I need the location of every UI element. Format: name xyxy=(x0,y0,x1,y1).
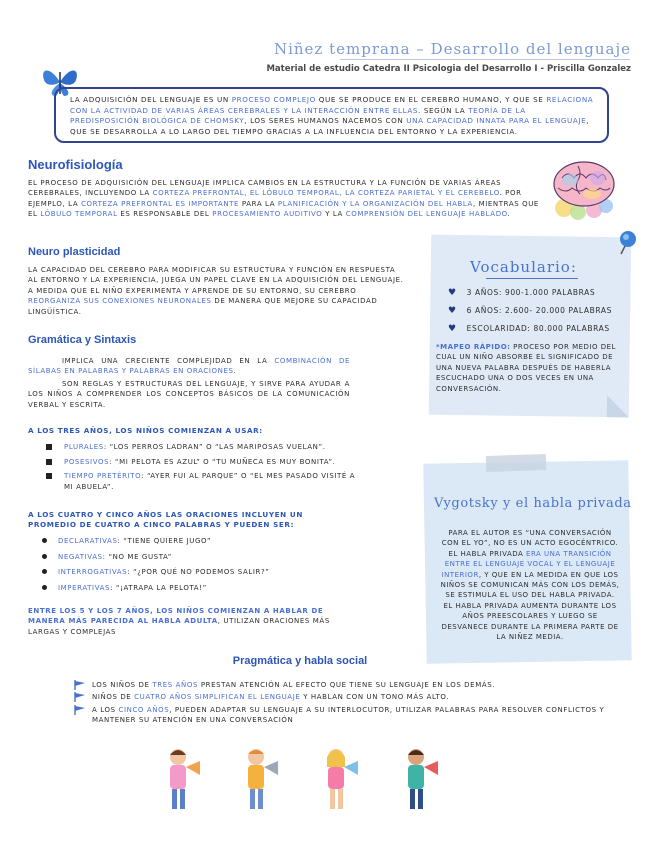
item-text: A LOS xyxy=(92,705,119,714)
list-item xyxy=(28,536,358,547)
item-text: : “¿POR QUÉ NO PODEMOS SALIR?” xyxy=(127,568,270,577)
item-text: : “TIENE QUIERE JUGO” xyxy=(117,537,212,545)
item-term: INTERROGATIVAS xyxy=(58,568,128,577)
neuro-text: ES RESPONSABLE DEL xyxy=(117,210,213,219)
heart-icon: ♥ xyxy=(448,288,457,298)
item-text: : “MI PELOTA ES AZUL” O “TU MUÑECA ES MUY BONITA”. xyxy=(109,457,336,466)
three-years-heading: A LOS TRES AÑOS, LOS NIÑOS COMIENZAN A USAR: xyxy=(28,426,263,435)
plasticidad-text: LA CAPACIDAD DEL CEREBRO PARA MODIFICAR SU ESTRUCTURA Y FUNCIÓN EN RESPUESTA AL ENTORNO Y LA EXPERIENCIA, JUEGA UN PAPEL CLAVE EN LA ADQUISICIÓN DEL LENGUAJE. A MEDIDA QUE EL NIÑO EXPERIMENTA Y APRENDE DE SU ENTORNO, SU CEREBRO xyxy=(28,266,404,295)
item-text: NIÑOS DE xyxy=(92,693,135,702)
pragmatica-list xyxy=(74,680,614,728)
item-text: PRESTAN ATENCIÓN AL EFECTO QUE TIENE SU LENGUAJE EN LOS DEMÁS. xyxy=(198,681,496,689)
pushpin-icon xyxy=(615,228,637,258)
neuro-highlight: COMPRENSIÓN DEL LENGUAJE HABLADO xyxy=(345,210,508,219)
item-text: : “AYER FUI AL PARQUE” O “EL MES PASADO VISITÉ A MI ABUELA”. xyxy=(64,472,356,491)
item-text: : “NO ME GUSTA” xyxy=(102,552,172,561)
intro-text: , QUE SE DESARROLLA A LO LARGO DEL TIEMPO GRACIAS A LA INFLUENCIA DEL ENTORNO Y LA EXPERIENCIA. xyxy=(70,116,590,136)
vocabulary-item: 3 AÑOS: 900-1.000 PALABRAS xyxy=(466,288,596,297)
kid-megaphone-icon xyxy=(160,745,206,815)
item-text: LOS NIÑOS DE xyxy=(92,681,153,689)
brain-icon xyxy=(548,158,620,220)
intro-highlight: RELACIONA CON LA ACTIVIDAD DE VARIAS ÁREAS CEREBRALES Y LA INTERACCIÓN ENTRE ELLAS xyxy=(70,95,594,115)
five-seven-paragraph xyxy=(28,606,358,637)
intro-text: , LOS SERES HUMANOS NACEMOS CON xyxy=(244,116,407,126)
gramatica-text: . xyxy=(233,367,237,376)
neuro-text: . POR EJEMPLO, LA xyxy=(28,189,522,208)
kid-megaphone-icon xyxy=(398,745,444,815)
gramatica-highlight: COMBINACIÓN DE SÍLABAS EN PALABRAS Y PALABRAS EN ORACIONES xyxy=(28,357,350,376)
plasticidad-text: DE MANERA QUE MEJORE SU CAPACIDAD LINGÜÍSTICA. xyxy=(28,297,378,316)
list-item xyxy=(44,471,364,492)
item-highlight: CINCO AÑOS xyxy=(118,705,170,714)
four-five-years-list xyxy=(28,536,358,598)
neuro-highlight: CORTEZA PREFRONTAL ES IMPORTANTE xyxy=(81,199,240,208)
neuro-highlight: LÓBULO TEMPORAL xyxy=(40,210,118,219)
gramatica-text: IMPLICA UNA CRECIENTE COMPLEJIDAD EN LA xyxy=(62,357,275,365)
list-item xyxy=(28,583,358,594)
neuro-heading: Neurofisiología xyxy=(28,157,123,172)
three-years-list xyxy=(44,442,364,496)
intro-highlight: TEORÍA DE LA PREDISPOSICIÓN BIOLÓGICA DE CHOMSKY xyxy=(70,105,526,126)
flag-icon xyxy=(74,692,86,702)
item-text: : “LOS PERROS LADRAN” O “LAS MARIPOSAS VUELAN”. xyxy=(103,443,326,451)
flag-icon xyxy=(74,680,86,690)
item-text: : “¡ATRAPA LA PELOTA!” xyxy=(110,583,207,592)
neuro-text: Y LA xyxy=(322,210,346,219)
neuro-paragraph xyxy=(28,178,550,220)
title-underline xyxy=(340,59,630,60)
list-item xyxy=(28,567,358,578)
item-text: , PUEDEN ADAPTAR SU LENGUAJE A SU INTERLOCUTOR, UTILIZAR PALABRAS PARA RESOLVER CONFLICTOS Y MANTENER SU ATENCIÓN EN UNA CONVERSACIÓN xyxy=(92,705,605,725)
closing-lead: ENTRE LOS 5 Y LOS 7 AÑOS, LOS NIÑOS COMIENZAN A HABLAR DE MANERA xyxy=(28,607,324,626)
vygotsky-paragraph xyxy=(440,528,620,642)
vocabulary-item: ESCOLARIDAD: 80.000 PALABRAS xyxy=(466,324,610,333)
four-five-years-heading: A LOS CUATRO Y CINCO AÑOS LAS ORACIONES INCLUYEN UN PROMEDIO DE CUATRO A CINCO PALABRAS Y PUEDEN SER: xyxy=(28,510,303,530)
mapeo-rapido-text xyxy=(436,342,618,394)
intro-box xyxy=(54,87,609,143)
gramatica-paragraph-1 xyxy=(28,356,350,377)
plasticidad-heading: Neuro plasticidad xyxy=(28,246,121,258)
item-highlight: CUATRO AÑOS SIMPLIFICAN EL LENGUAJE xyxy=(134,693,301,702)
list-item xyxy=(74,680,614,690)
vygotsky-text: , Y QUE EN LA MEDIDA EN QUE LOS NIÑOS SE COMUNICAN MÁS CON LOS DEMÁS, SE ESTIMULA EL USO DEL HABLA PRIVADA. EL HABLA PRIVADA AUMENTA DURANTE LOS AÑOS PREESCOLARES Y LUEGO SE DESVANECE DURANTE LA PRIMERA PARTE DE LA NIÑEZ MEDIA. xyxy=(440,570,620,642)
vocabulary-underline xyxy=(486,278,578,279)
pragmatica-heading: Pragmática y habla social xyxy=(232,655,368,667)
tape-strip xyxy=(486,454,547,472)
intro-highlight: UNA CAPACIDAD INNATA PARA EL LENGUAJE xyxy=(406,116,587,126)
gramatica-heading: Gramática y Sintaxis xyxy=(28,334,137,346)
item-term: DECLARATIVAS xyxy=(58,537,118,545)
kid-megaphone-icon xyxy=(318,745,364,815)
item-text: Y HABLAN CON UN TONO MÁS ALTO. xyxy=(300,693,450,702)
vygotsky-text: PARA EL AUTOR ES “UNA CONVERSACIÓN CON EL YO”, NO ES UN ACTO EGOCÉNTRICO. EL HABLA PRIVADA xyxy=(441,529,619,558)
closing-text: , UTILIZAN ORACIONES MÁS LARGAS Y COMPLEJAS xyxy=(28,617,330,636)
kid-megaphone-icon xyxy=(238,745,284,815)
neuro-highlight: CORTEZA PREFRONTAL, EL LÓBULO TEMPORAL, LA CORTEZA PARIETAL Y EL CEREBELO xyxy=(152,189,500,198)
intro-text: . SEGÚN LA xyxy=(418,105,469,115)
vocabulary-item: 6 AÑOS: 2.600- 20.000 PALABRAS xyxy=(466,306,612,315)
item-term: POSESIVOS xyxy=(64,457,110,466)
list-item xyxy=(74,692,614,702)
item-term: IMPERATIVAS xyxy=(58,583,111,592)
list-item xyxy=(448,284,628,302)
vocabulary-title: Vocabulario: xyxy=(470,258,577,276)
list-item xyxy=(74,705,614,726)
page-title: Niñez temprana – Desarrollo del lenguaje xyxy=(273,40,631,58)
item-term: NEGATIVAS xyxy=(58,552,103,561)
heart-icon: ♥ xyxy=(448,324,457,334)
list-item xyxy=(44,457,364,468)
mapeo-heading: *MAPEO RÁPIDO: xyxy=(436,343,511,351)
mapeo-body: PROCESO POR MEDIO DEL CUAL UN NIÑO ABSORBE EL SIGNIFICADO DE UNA NUEVA PALABRA DESPUÉS DE HABERLA ESCUCHADO UNA O DOS VECES EN UNA CONVERSACIÓN. xyxy=(436,343,616,393)
list-item xyxy=(448,302,628,320)
page-subtitle: Material de estudio Catedra II Psicologia del Desarrollo I - Priscilla Gonzalez xyxy=(266,64,631,74)
neuro-text: EL PROCESO DE ADQUISICIÓN DEL LENGUAJE IMPLICA CAMBIOS EN LA ESTRUCTURA Y LA FUNCIÓN DE VARIAS ÁREAS CEREBRALES, INCLUYENDO LA xyxy=(28,179,502,198)
heart-icon: ♥ xyxy=(448,306,457,316)
plasticidad-paragraph xyxy=(28,265,408,317)
closing-highlight: MÁS PARECIDA AL HABLA ADULTA xyxy=(68,617,218,626)
gramatica-paragraph-2: SON REGLAS Y ESTRUCTURAS DEL LENGUAJE, Y SIRVE PARA AYUDAR A LOS NIÑOS A COMPRENDER LOS CONCEPTOS BÁSICOS DE LA COMUNICACIÓN VERBAL Y ESCRITA. xyxy=(28,380,350,409)
neuro-text: , MIENTRAS QUE EL xyxy=(28,199,539,219)
intro-text: QUE SE PRODUCE EN EL CEREBRO HUMANO, Y QUE SE xyxy=(315,95,547,104)
item-highlight: TRES AÑOS xyxy=(152,681,198,689)
neuro-highlight: PLANIFICACIÓN Y LA ORGANIZACIÓN DEL HABLA xyxy=(277,199,473,208)
plasticidad-highlight: REORGANIZA SUS CONEXIONES NEURONALES xyxy=(28,297,212,306)
neuro-text: PARA LA xyxy=(239,199,278,208)
vygotsky-highlight: ERA UNA TRANSICIÓN ENTRE EL LENGUAJE VOCAL Y EL LENGUAJE INTERIOR xyxy=(441,549,616,579)
neuro-text: . xyxy=(507,210,511,219)
flag-icon xyxy=(74,705,86,715)
vocabulary-list xyxy=(448,284,628,338)
item-term: PLURALES xyxy=(64,443,104,451)
intro-highlight: PROCESO COMPLEJO xyxy=(231,95,316,104)
neuro-highlight: PROCESAMIENTO AUDITIVO xyxy=(212,210,323,219)
list-item xyxy=(44,442,364,453)
list-item xyxy=(448,320,628,338)
item-term: TIEMPO PRETÉRITO xyxy=(64,472,142,481)
list-item xyxy=(28,552,358,563)
intro-text: LA ADQUISICIÓN DEL LENGUAJE ES UN xyxy=(70,95,232,104)
vygotsky-title: Vygotsky y el habla privada xyxy=(434,496,632,511)
